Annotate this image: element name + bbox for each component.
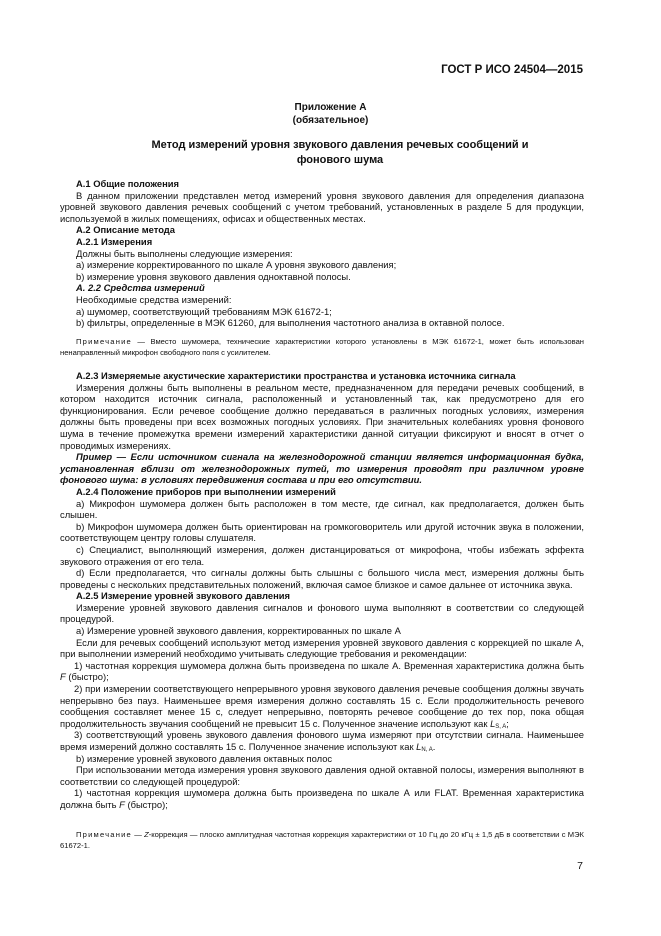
section-a25-heading: А.2.5 Измерение уровней звукового давления bbox=[76, 590, 290, 602]
section-a1-heading: А.1 Общие положения bbox=[76, 178, 179, 189]
body-part-2 bbox=[60, 370, 584, 811]
a3-text-end: . bbox=[432, 741, 436, 752]
page-number: 7 bbox=[577, 860, 583, 872]
section-a25-a3 bbox=[60, 729, 584, 752]
title-line-2: фонового шума bbox=[296, 154, 384, 166]
section-a22-item-a: а) шумомер, соответствующий требованиям МЭК 61672-1; bbox=[76, 305, 332, 317]
note-2-symbol-z: Z bbox=[144, 830, 149, 839]
appendix-title bbox=[90, 138, 590, 168]
a3-symbol-l: L bbox=[416, 741, 422, 752]
section-a24-item-b: b) Микрофон шумомера должен быть ориентирован на громкоговоритель или другой источник звука в положении, соответствующем центру головы слушателя. bbox=[60, 520, 584, 544]
section-a22-heading: А. 2.2 Средства измерений bbox=[76, 282, 205, 294]
appendix-label: Приложение А bbox=[294, 102, 367, 113]
a1-text-end: (быстро); bbox=[65, 671, 109, 683]
section-a25-text: Измерение уровней звукового давления сигналов и фонового шума выполняют в соответствии со следующей процедурой. bbox=[60, 601, 584, 625]
example-text: Пример — Если источником сигнала на железнодорожной станции является информационная будка, установленная вблизи от железнодорожных путей, то измерения проводят при различном уровне фонового шума: в условиях передвижения состава и при его отсутствии. bbox=[60, 451, 584, 486]
note-1-label: Примечание bbox=[76, 337, 132, 346]
note-1-text: — Вместо шумомера, технические характеристики которого установлены в МЭК 61672-1, может быть использован ненаправленный микрофон свободного поля с усилителем. bbox=[60, 337, 584, 357]
a1-symbol-f: F bbox=[60, 671, 66, 683]
b1-text-end: (быстро); bbox=[124, 798, 168, 810]
section-a24-item-d: d) Если предполагается, что сигналы должны быть слышны с большого числа мест, измерения должны быть проведены с нескольких представительных положений, включая самое близкое и самое дальнее от источника звука. bbox=[60, 567, 584, 590]
b1-symbol-f: F bbox=[119, 798, 125, 810]
appendix-status: (обязательное) bbox=[292, 115, 369, 126]
title-line-1: Метод измерений уровня звукового давления речевых сообщений и bbox=[151, 139, 529, 151]
a2-text-end: ; bbox=[506, 717, 509, 729]
section-a22-item-b: b) фильтры, определенные в МЭК 61260, для выполнения частотного анализа в октавной полосе. bbox=[76, 317, 505, 329]
section-a25-a2 bbox=[60, 683, 584, 729]
a2-text: 2) при измерении соответствующего непрерывного уровня звукового давления речевые сообщения должны звучать непрерывно без пауз. Наименьшее время измерения должно составлять 15 с. Если продолжительность речевого сообщения составляет менее 15 с, следует непрерывно, повторять речевое сообщение до тех пор, пока общая продолжительность звучания сообщений не превысит 15 с. Полученное значение используют как bbox=[60, 683, 584, 729]
section-a21-item-a: а) измерение корректированного по шкале А уровня звукового давления; bbox=[76, 259, 397, 271]
body-part-1 bbox=[60, 178, 584, 329]
section-a25-item-a: а) Измерение уровней звукового давления, корректированных по шкале А bbox=[76, 625, 401, 637]
section-a21-item-b: b) измерение уровня звукового давления одноктавной полосы. bbox=[76, 270, 351, 282]
section-a25-a1 bbox=[60, 660, 584, 683]
note-1 bbox=[60, 337, 584, 358]
section-a24-heading: А.2.4 Положение приборов при выполнении измерений bbox=[76, 485, 336, 497]
a3-text: 3) соответствующий уровень звукового давления фонового шума измеряют при отсутствии сигнала. Наименьшее время измерений должно составлять 15 с. Полученное значение используют как bbox=[60, 729, 584, 752]
section-a24-item-a: а) Микрофон шумомера должен быть расположен в том месте, где сигнал, как предполагается, должен быть слышен. bbox=[60, 497, 584, 521]
note-2: Примечание — Z-коррекция — плоско амплитудная частотная коррекция характеристики от 10 Гц до 20 кГц ± 1,5 дБ в соответствии с МЭК 61672-1. bbox=[60, 830, 584, 850]
section-a24-item-c: с) Специалист, выполняющий измерения, должен дистанцироваться от микрофона, чтобы избежать эффекта звукового отражения от его тела. bbox=[60, 543, 584, 567]
section-a21-heading: А.2.1 Измерения bbox=[76, 235, 153, 247]
note-2-text: -коррекция — плоско амплитудная частотная коррекция характеристики от 10 Гц до 20 кГц ± 1,5 дБ в соответствии с МЭК 61672-1. bbox=[60, 830, 584, 850]
note-2-label: Примечание bbox=[76, 830, 132, 839]
a1-text: 1) частотная коррекция шумомера должна быть произведена по шкале А. Временная характеристика должна быть bbox=[74, 659, 584, 671]
section-a2-heading: А.2 Описание метода bbox=[76, 224, 175, 236]
a2-subscript: S, A bbox=[495, 723, 507, 730]
section-a25-item-b: b) измерение уровней звукового давления октавных полос bbox=[76, 752, 333, 764]
section-a25-item-b-text: При использовании метода измерения уровня звукового давления одной октавной полосы, измерения выполняют в соответствии со следующей процедурой: bbox=[60, 764, 584, 787]
section-a22-lead: Необходимые средства измерений: bbox=[76, 293, 232, 305]
section-a1-text: В данном приложении представлен метод измерений уровня звукового давления для определения диапазона уровней звукового давления речевых сообщений с учетом требований, установленных в разделе 5 для продукции, используемой в жилых помещениях, офисах и общественных местах. bbox=[60, 189, 584, 224]
section-a21-lead: Должны быть выполнены следующие измерения: bbox=[76, 247, 293, 259]
section-a23-heading: А.2.3 Измеряемые акустические характеристики пространства и установка источника сигнала bbox=[76, 370, 516, 381]
standard-code: ГОСТ Р ИСО 24504—2015 bbox=[441, 64, 583, 76]
a3-subscript: N, A bbox=[421, 747, 433, 753]
section-a25-b1 bbox=[60, 787, 584, 810]
section-a23-text: Измерения должны быть выполнены в реальном месте, предназначенном для передачи речевых сообщений, в котором находится источник сигнала, расположенный и установленный так, как предусмотрено для его функционирования. Если речевое сообщение должно передаваться в различных погодных условиях, измерения должны быть проведены при всех возможных погодных условиях. При значительных колебаниях уровня фонового шума в течение промежутка времени измерений характеристики данной ситуации фиксируют и вносят в отчет о проводимых измерениях. bbox=[60, 381, 584, 451]
b1-text: 1) частотная коррекция шумомера должна быть произведена по шкале А или FLAT. Временная характеристика должна быть bbox=[60, 787, 584, 810]
section-a25-item-a-text: Если для речевых сообщений используют метод измерения уровней звукового давления с коррекцией по шкале А, при выполнении измерений необходимо учитывать следующие требования и рекомендации: bbox=[60, 636, 584, 660]
a2-symbol-l: L bbox=[490, 717, 496, 729]
